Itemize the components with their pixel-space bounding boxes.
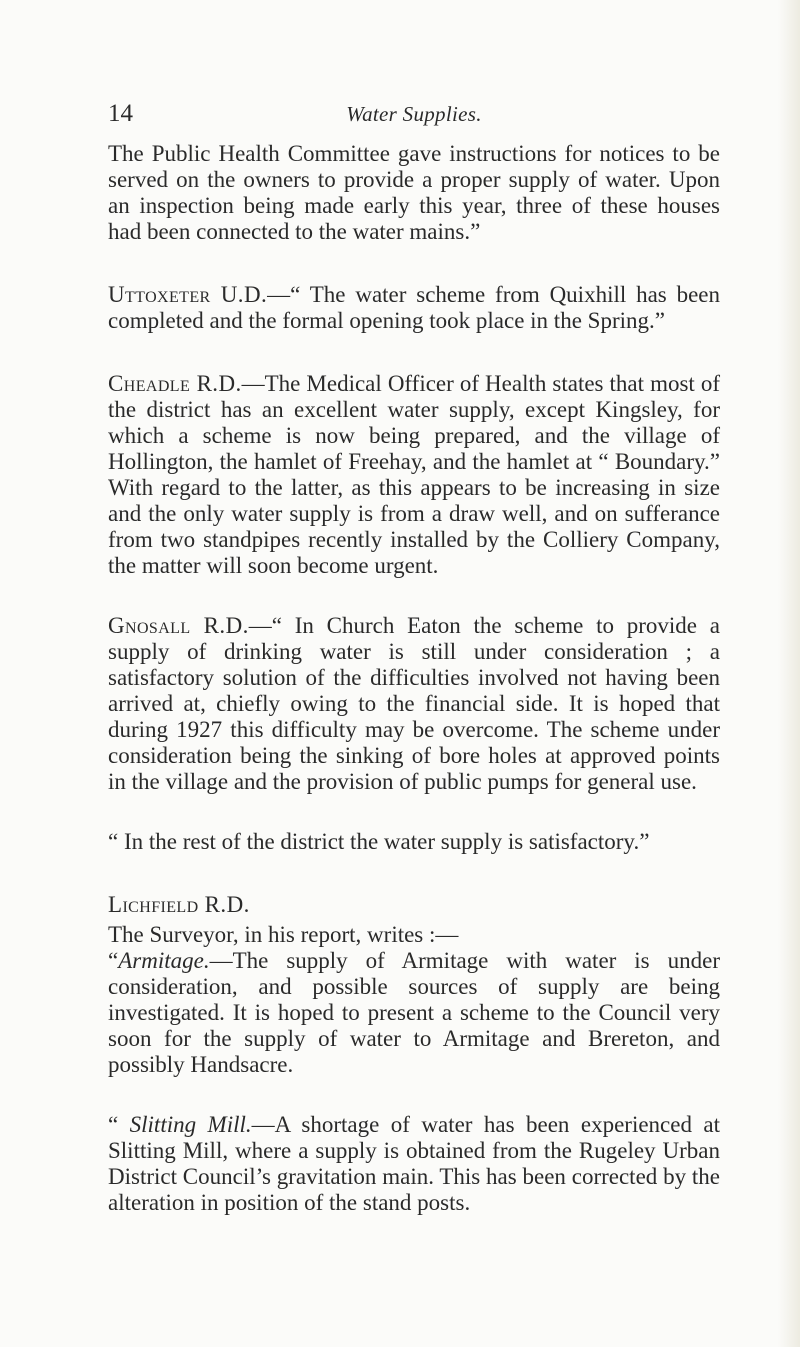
running-title: Water Supplies. <box>346 102 482 126</box>
opening-quote: “ <box>108 1112 130 1137</box>
paragraph-text: —The Medical Officer of Health states that most of the district has an excellent water supply, except Kingsley, for which a scheme is now being prepared, and the village of Hollington, the hamlet of Freehay, and the hamlet at “ Boundary.” With regard to the latter, as this appears to be increasing in size and the only water supply is from a draw well, and on sufferance from two standpipes recently installed by the Colliery Company, the matter will soon become urgent. <box>108 371 720 578</box>
place-name-slitting-mill: Slitting Mill. <box>129 1112 252 1137</box>
district-heading-lichfield: Lichfield R.D. <box>108 892 250 917</box>
district-heading-cheadle: Cheadle R.D. <box>108 371 242 396</box>
page-edge-shading <box>778 0 800 1347</box>
opening-quote: “ <box>108 948 119 973</box>
page-number: 14 <box>108 100 133 127</box>
paragraph-surveyor-report: The Surveyor, in his report, writes :— <box>108 922 459 947</box>
district-heading-uttoxeter: Uttoxeter U.D. <box>108 282 268 307</box>
paragraph-cheadle <box>108 371 720 579</box>
place-name-armitage: Armitage. <box>118 948 210 973</box>
paragraph-lichfield-heading <box>108 892 720 918</box>
page-header <box>108 99 720 129</box>
district-heading-gnosall: Gnosall R.D. <box>108 613 249 638</box>
paragraph-public-health-committee: The Public Health Committee gave instructions for notices to be served on the owners to provide a proper supply of water. Upon an inspection being made early this year, three of these houses had been connected to the water mains.” <box>108 141 720 244</box>
paragraph-slitting-mill <box>108 1112 720 1216</box>
paragraph-text: —“ The water scheme from Quixhill has been completed and the formal opening took place in the Spring.” <box>108 282 720 333</box>
paragraph-gnosall <box>108 613 720 795</box>
paragraph-rest-of-district: “ In the rest of the district the water supply is satisfactory.” <box>108 829 650 854</box>
paragraph-text: —The supply of Armitage with water is under consideration, and possible sources of supply are being investigated. It is hoped to present a scheme to the Council very soon for the supply of water to Armitage and Brereton, and possibly Handsacre. <box>108 948 720 1077</box>
paragraph-text: —“ In Church Eaton the scheme to provide a supply of drinking water is still under consideration ; a satisfactory solution of the difficulties involved not having been arrived at, chiefly owing to the financial side. It is hoped that during 1927 this difficulty may be overcome. The scheme under consideration being the sinking of bore holes at approved points in the village and the provision of public pumps for general use. <box>108 613 720 794</box>
paragraph-armitage <box>108 948 720 1078</box>
body-text <box>108 141 720 1216</box>
paragraph-text: —A shortage of water has been experienced at Slitting Mill, where a supply is obtained from the Rugeley Urban District Council’s gravitation main. This has been corrected by the alteration in position of the stand posts. <box>108 1112 720 1215</box>
paragraph-uttoxeter <box>108 282 720 334</box>
